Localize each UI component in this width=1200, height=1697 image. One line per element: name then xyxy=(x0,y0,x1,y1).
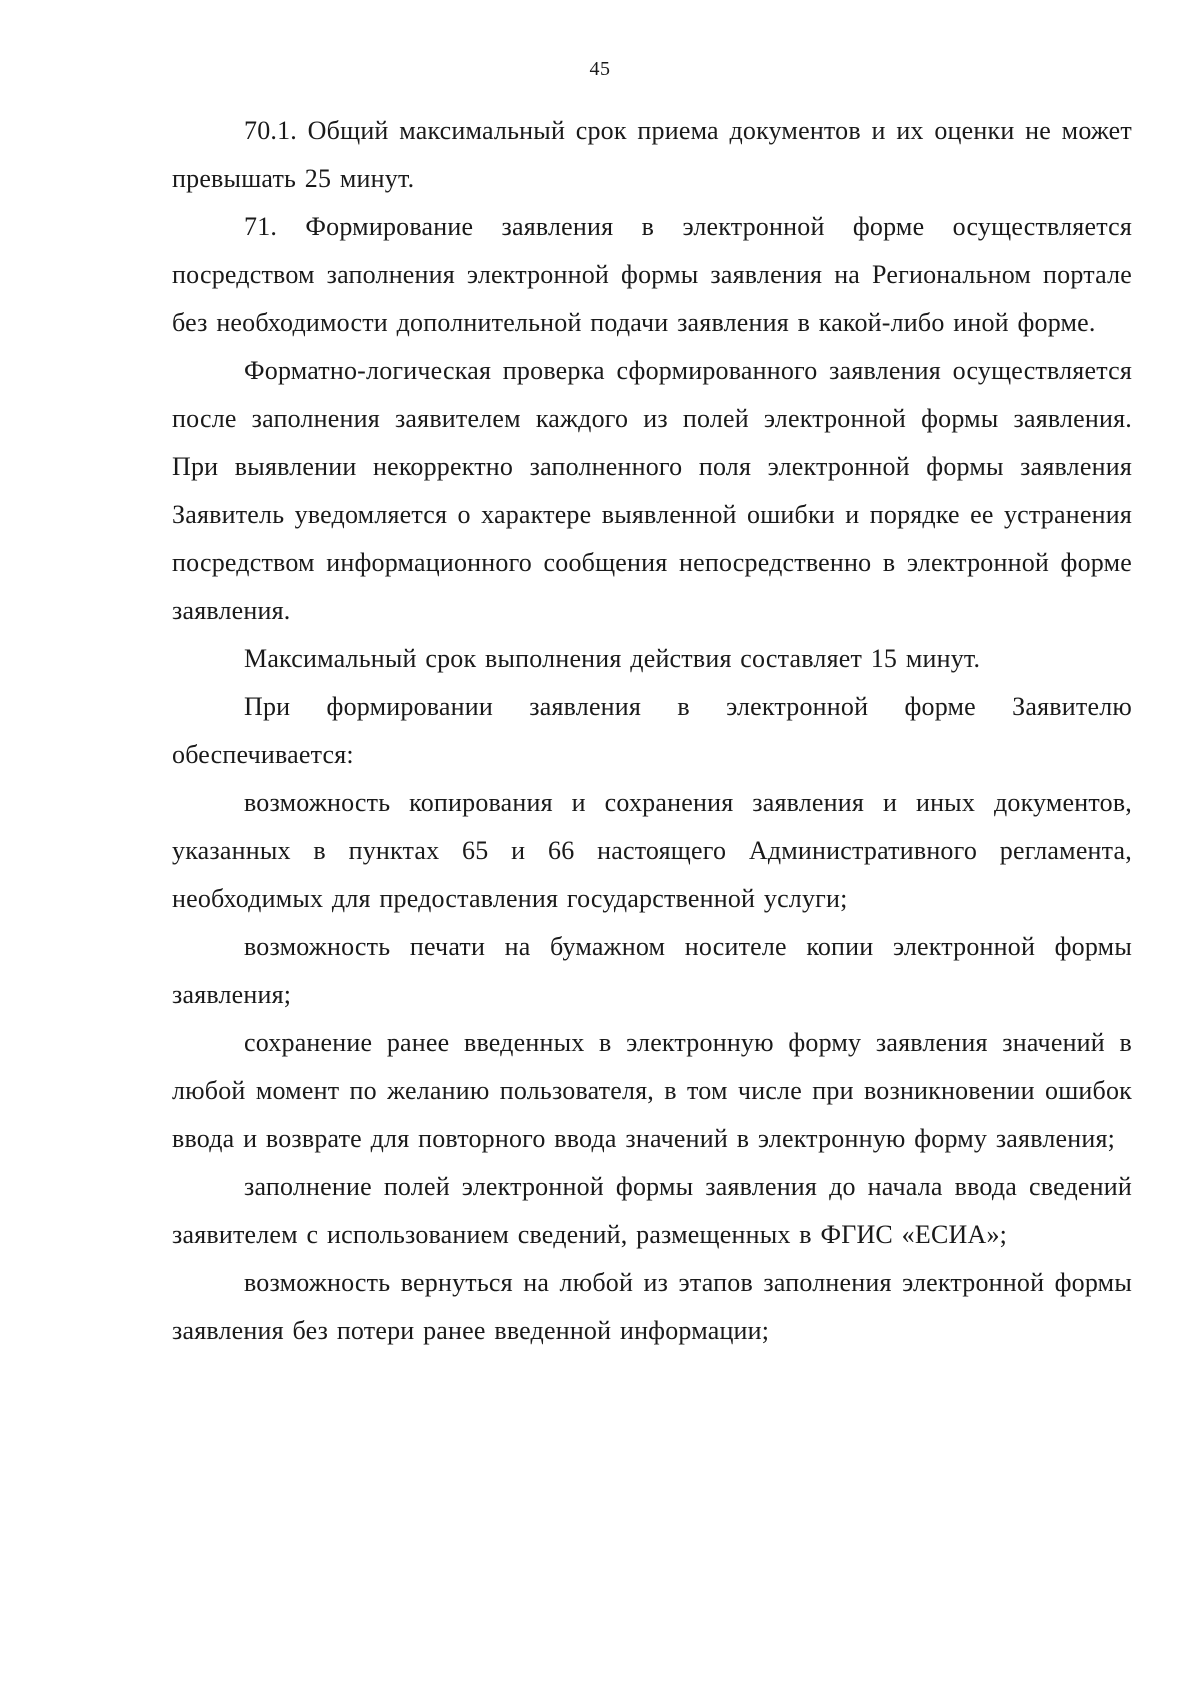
document-body xyxy=(172,107,1132,1355)
paragraph-71: 71. Формирование заявления в электронной форме осуществляется посредством заполнения электронной формы заявления на Региональном портале без необходимости дополнительной подачи заявления в какой-либо иной форме. xyxy=(172,212,1132,337)
list-item-return-step: возможность вернуться на любой из этапов заполнения электронной формы заявления без потери ранее введенной информации; xyxy=(172,1268,1132,1345)
paragraph-format-check: Форматно-логическая проверка сформированного заявления осуществляется после заполнения заявителем каждого из полей электронной формы заявления. При выявлении некорректно заполненного поля электронной формы заявления Заявитель уведомляется о характере выявленной ошибки и порядке ее устранения посредством информационного сообщения непосредственно в электронной форме заявления. xyxy=(172,356,1132,625)
list-item-save-values: сохранение ранее введенных в электронную форму заявления значений в любой момент по желанию пользователя, в том числе при возникновении ошибок ввода и возврате для повторного ввода значений в электронную форму заявления; xyxy=(172,1028,1132,1153)
paragraph-max-duration: Максимальный срок выполнения действия составляет 15 минут. xyxy=(244,644,981,673)
list-item-copy-save: возможность копирования и сохранения заявления и иных документов, указанных в пунктах 65 и 66 настоящего Административного регламента, необходимых для предоставления государственной услуги; xyxy=(172,788,1132,913)
paragraph-70-1: 70.1. Общий максимальный срок приема документов и их оценки не может превышать 25 минут. xyxy=(172,116,1132,193)
paragraph-provided-features: При формировании заявления в электронной форме Заявителю обеспечивается: xyxy=(172,692,1132,769)
list-item-prefill: заполнение полей электронной формы заявления до начала ввода сведений заявителем с использованием сведений, размещенных в ФГИС «ЕСИА»; xyxy=(172,1172,1132,1249)
page-number: 45 xyxy=(589,58,611,80)
list-item-print: возможность печати на бумажном носителе копии электронной формы заявления; xyxy=(172,932,1132,1009)
